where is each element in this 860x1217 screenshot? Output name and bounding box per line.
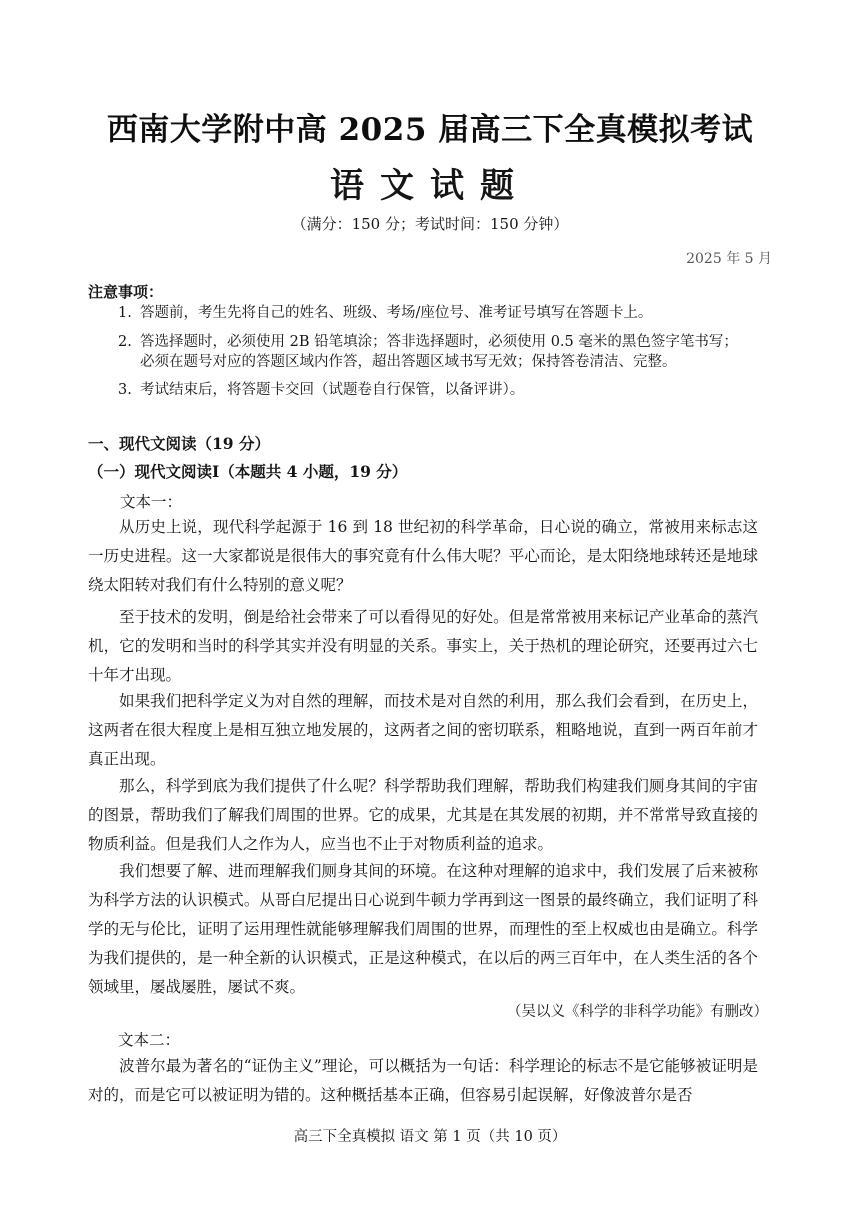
notice-item (118, 332, 788, 372)
notice-number: 2. (118, 334, 132, 350)
notice-item (118, 303, 788, 323)
text1-paragraph: 我们想要了解、进而理解我们厕身其间的环境。在这种对理解的追求中，我们发展了后来被称为科学方法的认识模式。从哥白尼提出日心说到牛顿力学再到这一图景的最终确立，我们证明了科学的无与伦比，证明了运用理性就能够理解我们周围的世界，而理性的至上权威也由是确立。科学为我们提供的，是一种全新的认识模式，正是这种模式，在以后的两三百年中，在人类生活的各个领域里，屡战屡胜，屡试不爽。 (88, 862, 758, 996)
text1-paragraph: 如果我们把科学定义为对自然的理解，而技术是对自然的利用，那么我们会看到，在历史上，这两者在很大程度上是相互独立地发展的，这两者之间的密切联系，粗略地说，直到一两百年前才真正出现。 (88, 692, 758, 768)
text2-paragraph: 波普尔最为著名的“证伪主义”理论，可以概括为一句话：科学理论的标志不是它能够被证明是对的，而是它可以被证明为错的。这种概括基本正确，但容易引起误解，好像波普尔是否 (88, 1057, 758, 1104)
notice-number: 3. (118, 382, 132, 398)
notice-item (118, 380, 788, 400)
exam-title: 西南大学附中高 2025 届高三下全真模拟考试 (106, 112, 754, 148)
score-info: （满分：150 分；考试时间：150 分钟） (291, 215, 569, 233)
notice-heading: 注意事项： (88, 283, 164, 301)
notice-number: 1. (118, 305, 132, 321)
section-heading: 一、现代文阅读（19 分） (88, 434, 270, 453)
text1-label: 文本一： (120, 493, 183, 511)
page-footer: 高三下全真模拟 语文 第 1 页（共 10 页） (293, 1129, 567, 1145)
notice-text: 考试结束后，将答题卡交回（试题卷自行保管，以备评讲）。 (140, 382, 525, 398)
text1-paragraph: 那么，科学到底为我们提供了什么呢？科学帮助我们理解，帮助我们构建我们厕身其间的宇宙的图景，帮助我们了解我们周围的世界。它的成果，尤其是在其发展的初期，并不常常导致直接的物质利益。但是我们人之作为人，应当也不止于对物质利益的追求。 (88, 777, 758, 853)
section-subheading: （一）现代文阅读Ⅰ（本题共 4 小题，19 分） (88, 462, 408, 481)
text1-paragraph: 至于技术的发明，倒是给社会带来了可以看得见的好处。但是常常被用来标记产业革命的蒸汽机，它的发明和当时的科学其实并没有明显的关系。事实上，关于热机的理论研究，还要再过六七十年才出现。 (88, 608, 758, 684)
exam-date: 2025 年 5 月 (686, 251, 772, 267)
notice-text: 答题前，考生先将自己的姓名、班级、考场/座位号、准考证号填写在答题卡上。 (140, 305, 653, 321)
subject-title: 语文试题 (330, 166, 530, 206)
text1-source: （吴以义《科学的非科学功能》有删改） (507, 1004, 768, 1020)
text2-label: 文本二： (118, 1031, 181, 1049)
text1-paragraph: 从历史上说，现代科学起源于 16 到 18 世纪初的科学革命，日心说的确立，常被用来标志这一历史进程。这一大家都说是很伟大的事究竟有什么伟大呢？平心而论，是太阳绕地球转还是地球绕太阳转对我们有什么特别的意义呢？ (88, 518, 758, 594)
notice-continuation: 必须在题号对应的答题区域内作答，超出答题区域书写无效；保持答卷清洁、完整。 (140, 354, 677, 370)
notice-text: 答选择题时，必须使用 2B 铅笔填涂；答非选择题时，必须使用 0.5 毫米的黑色签字笔书写； (140, 334, 738, 350)
